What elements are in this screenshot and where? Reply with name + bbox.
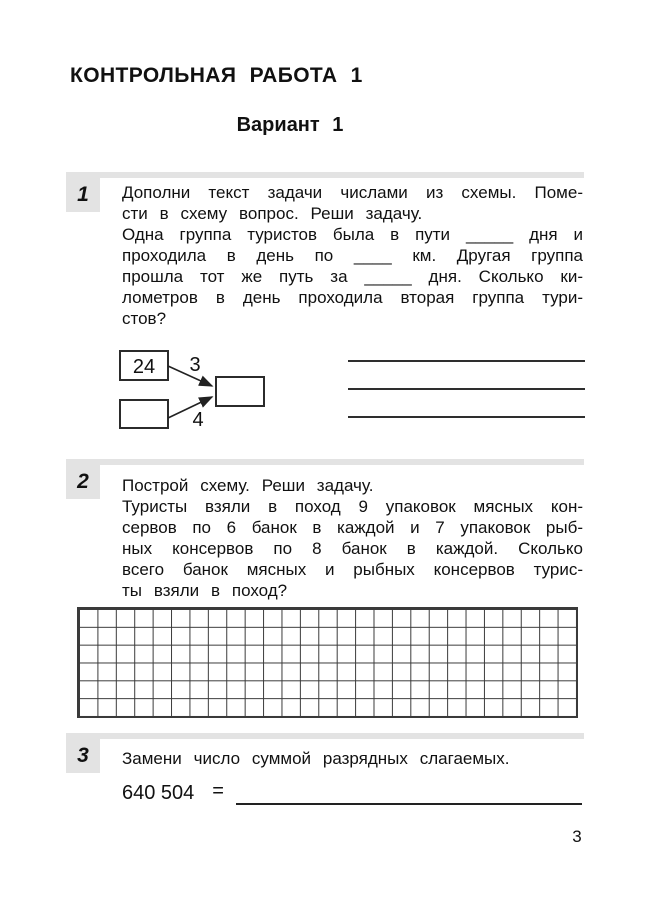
equation-number: 640 504 (122, 782, 195, 804)
variant-heading: Вариант 1 (236, 114, 344, 136)
task3-number-badge: 3 (66, 739, 100, 773)
task3-answer-line (236, 783, 582, 805)
task2-line: сервов по 6 банок в каждой и 7 упаковок рыб- (122, 518, 583, 537)
task2-line: всего банок мясных и рыбных консервов турис- (122, 560, 583, 579)
task1-line: лометров в день проходила вторая группа тури- (122, 288, 583, 307)
task1-line: прошла тот же путь за _____ дня. Сколько ки- (122, 267, 583, 286)
scheme-arrow-top-label: 3 (189, 354, 201, 376)
task3-equation (122, 780, 582, 805)
task1-line: Дополни текст задачи числами из схемы. Поме- (122, 183, 583, 202)
page-number: 3 (572, 827, 582, 846)
scheme-arrow-bottom-label: 4 (192, 409, 204, 431)
task2-line: Построй схему. Реши задачу. (122, 476, 374, 495)
task2-number-badge: 2 (66, 465, 100, 499)
task3-section-bar (66, 733, 584, 739)
task1-scheme-diagram (110, 344, 280, 439)
task2-section-bar (66, 459, 584, 465)
task1-answer-line (348, 416, 585, 418)
scheme-box-result (216, 377, 264, 406)
task2-line: ты взяли в поход? (122, 581, 288, 600)
scheme-box-top-value: 24 (132, 356, 156, 378)
scheme-box-bottom (120, 400, 168, 428)
task1-number-badge: 1 (66, 178, 100, 212)
page-title: КОНТРОЛЬНАЯ РАБОТА 1 (70, 64, 363, 87)
task1-line: проходила в день по ____ км. Другая группа (122, 246, 583, 265)
scheme-arrow-bottom (168, 397, 212, 418)
task2-working-grid (77, 607, 578, 718)
task1-answer-line (348, 388, 585, 390)
task1-line: стов? (122, 309, 167, 328)
task1-section-bar (66, 172, 584, 178)
task2-text (122, 475, 583, 601)
task2-line: ных консервов по 8 банок в каждой. Сколько (122, 539, 583, 558)
task3-line: Замени число суммой разрядных слагаемых. (122, 749, 510, 768)
task1-line: сти в схему вопрос. Реши задачу. (122, 204, 423, 223)
task1-text (122, 182, 583, 329)
equals-sign: = (212, 780, 224, 802)
task1-answer-line (348, 360, 585, 362)
task3-text (122, 748, 583, 769)
task2-line: Туристы взяли в поход 9 упаковок мясных кон- (122, 497, 583, 516)
task1-line: Одна группа туристов была в пути _____ дня и (122, 225, 583, 244)
